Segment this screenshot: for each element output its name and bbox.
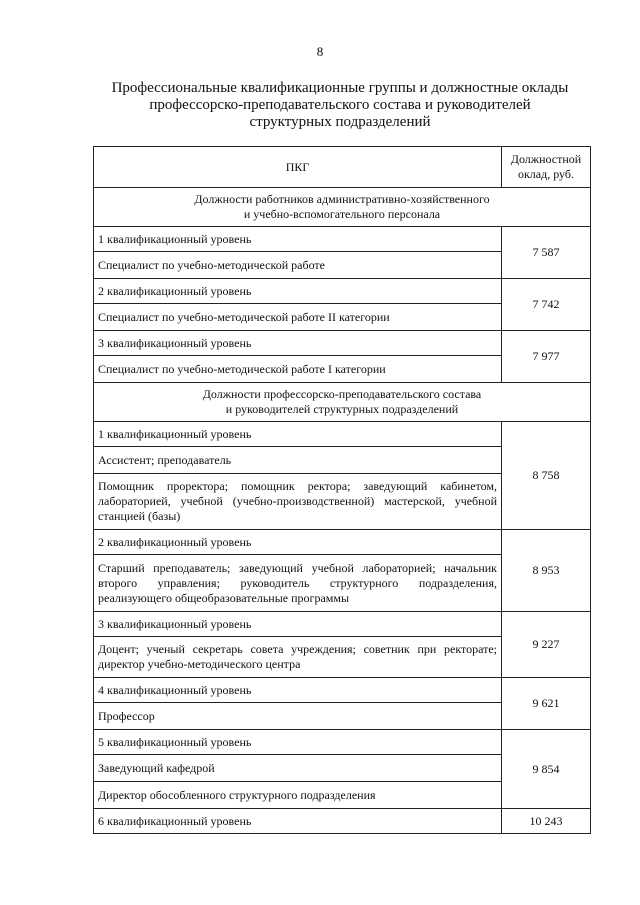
section-heading-line: Должности профессорско-преподавательского состава — [202, 387, 482, 401]
table-row — [94, 331, 591, 356]
section-heading-line: Должности работников административно-хозяйственного — [194, 192, 490, 206]
position-text: Специалист по учебно-методической работе II категории — [94, 304, 502, 331]
qualification-level: 3 квалификационный уровень — [94, 331, 502, 356]
salary-value: 10 243 — [502, 809, 591, 834]
qualification-level: 5 квалификационный уровень — [94, 730, 502, 755]
qualification-salary-table — [93, 146, 591, 834]
column-header-salary-line: Должностной — [510, 152, 582, 166]
title-line: профессорско-преподавательского состава и руководителей — [149, 97, 531, 113]
column-header-pkg: ПКГ — [94, 147, 502, 188]
table-row — [94, 678, 591, 703]
section-row — [94, 188, 591, 227]
section-heading-faculty — [94, 383, 591, 422]
qualification-level: 2 квалификационный уровень — [94, 279, 502, 304]
salary-value: 8 953 — [502, 530, 591, 612]
position-text: Ассистент; преподаватель — [94, 447, 502, 474]
qualification-level: 2 квалификационный уровень — [94, 530, 502, 555]
section-heading-admin — [94, 188, 591, 227]
qualification-level: 3 квалификационный уровень — [94, 612, 502, 637]
salary-value: 9 227 — [502, 612, 591, 678]
table-row — [94, 227, 591, 252]
position-text: Старший преподаватель; заведующий учебной лабораторией; начальник второго управления; руководитель структурного подразделения, реализующего общеобразовательные программы — [94, 555, 502, 612]
column-header-salary-line: оклад, руб. — [517, 167, 575, 181]
salary-value: 8 758 — [502, 422, 591, 530]
column-header-salary — [502, 147, 591, 188]
position-text: Заведующий кафедрой — [94, 755, 502, 782]
table-row — [94, 530, 591, 555]
section-heading-line: и руководителей структурных подразделений — [225, 402, 459, 416]
salary-value: 7 977 — [502, 331, 591, 383]
section-row — [94, 383, 591, 422]
position-text: Специалист по учебно-методической работе I категории — [94, 356, 502, 383]
salary-value: 9 621 — [502, 678, 591, 730]
title-line: Профессиональные квалификационные группы и должностные оклады — [111, 80, 569, 96]
document-title — [60, 80, 620, 131]
table-header-row — [94, 147, 591, 188]
table-row — [94, 422, 591, 447]
table-row — [94, 279, 591, 304]
qualification-level: 1 квалификационный уровень — [94, 422, 502, 447]
table-row — [94, 809, 591, 834]
salary-value: 7 742 — [502, 279, 591, 331]
position-text: Специалист по учебно-методической работе — [94, 252, 502, 279]
page-number: 8 — [316, 44, 324, 59]
table-row — [94, 730, 591, 755]
qualification-level: 1 квалификационный уровень — [94, 227, 502, 252]
qualification-level: 6 квалификационный уровень — [94, 809, 502, 834]
position-text: Доцент; ученый секретарь совета учреждения; советник при ректорате; директор учебно-методического центра — [94, 637, 502, 678]
position-text: Профессор — [94, 703, 502, 730]
title-line: структурных подразделений — [249, 114, 431, 130]
position-text: Директор обособленного структурного подразделения — [94, 782, 502, 809]
salary-value: 9 854 — [502, 730, 591, 809]
qualification-level: 4 квалификационный уровень — [94, 678, 502, 703]
position-text: Помощник проректора; помощник ректора; заведующий кабинетом, лабораторией, учебной (учебно-производственной) мастерской, учебной станцией (базы) — [94, 474, 502, 530]
salary-value: 7 587 — [502, 227, 591, 279]
section-heading-line: и учебно-вспомогательного персонала — [243, 207, 441, 221]
table-row — [94, 612, 591, 637]
